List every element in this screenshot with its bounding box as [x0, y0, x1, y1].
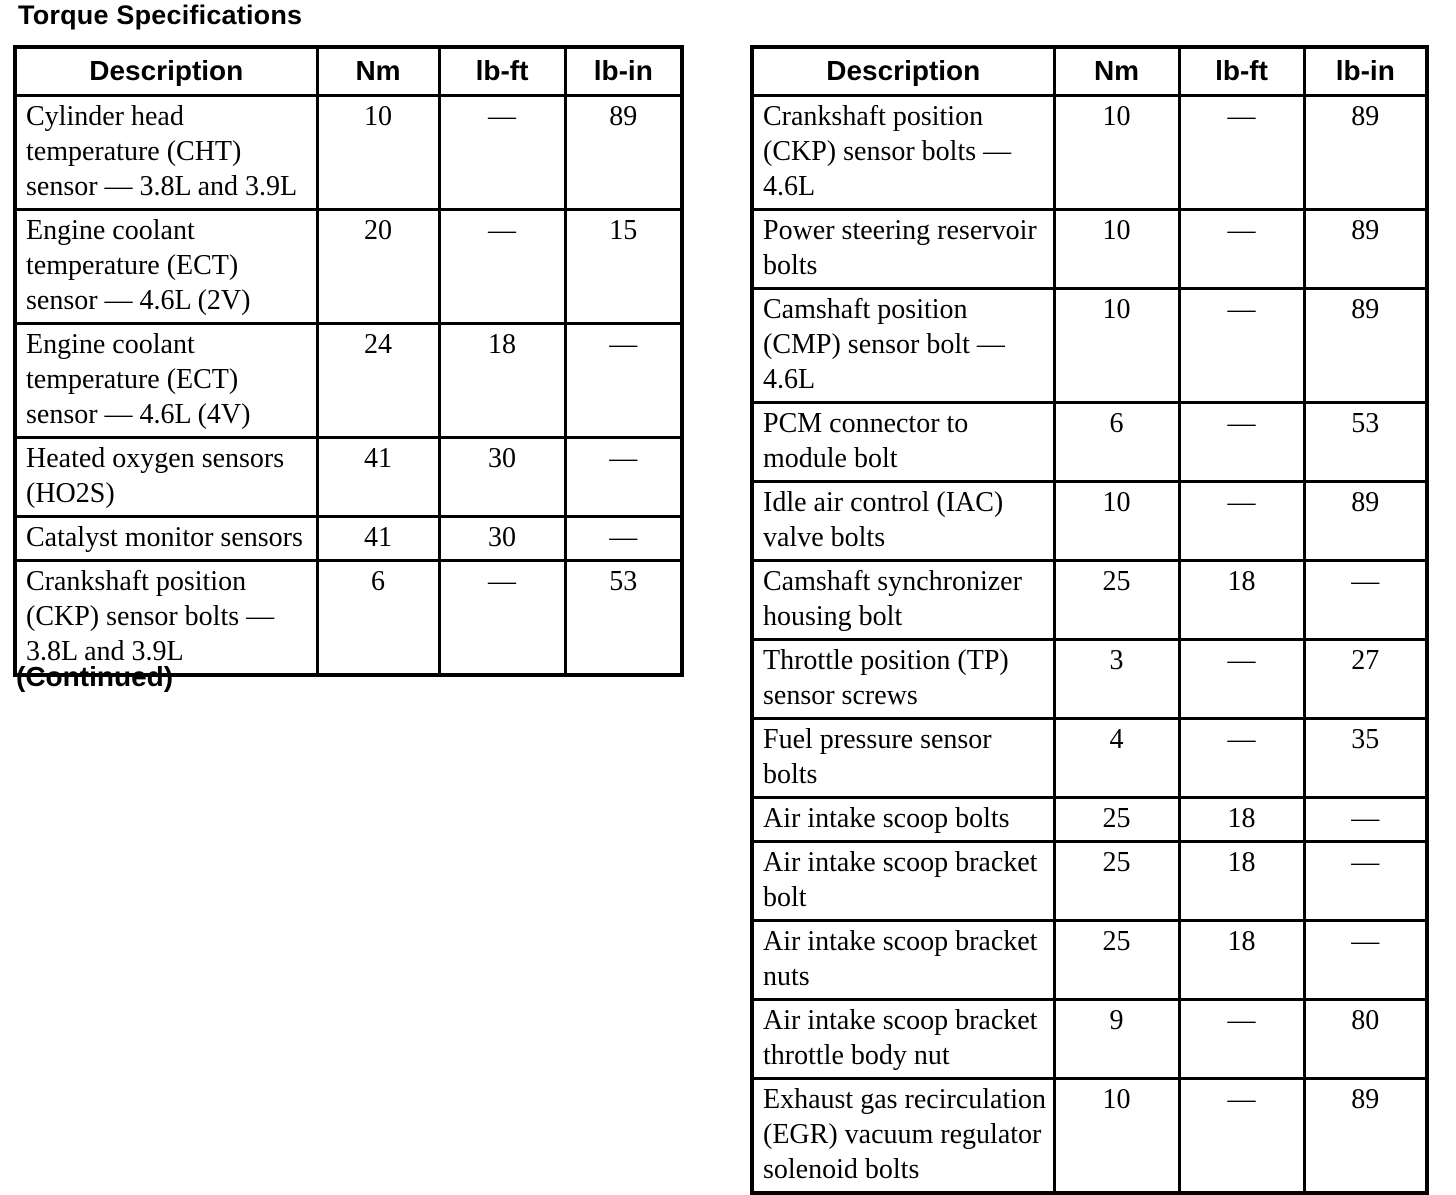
table-row: [752, 640, 1427, 719]
torque-value-cell: 10: [1054, 1079, 1179, 1194]
description-cell: Crankshaft position (CKP) sensor bolts — 3.8L and 3.9L: [15, 561, 317, 676]
description-cell: Throttle position (TP) sensor screws: [752, 640, 1054, 719]
table-row: [15, 561, 682, 676]
table-row: [752, 210, 1427, 289]
table-row: [15, 96, 682, 210]
torque-value-cell: 18: [1179, 921, 1304, 1000]
description-cell: Cylinder head temperature (CHT) sensor — 3.8L and 3.9L: [15, 96, 317, 210]
description-cell: Exhaust gas recirculation (EGR) vacuum regulator solenoid bolts: [752, 1079, 1054, 1194]
description-cell: Catalyst monitor sensors: [15, 517, 317, 561]
torque-value-cell: 18: [1179, 561, 1304, 640]
torque-value-cell: —: [1179, 482, 1304, 561]
table-row: [752, 1079, 1427, 1194]
torque-value-cell: —: [439, 96, 565, 210]
torque-value-cell: 89: [1304, 96, 1427, 210]
description-cell: Fuel pressure sensor bolts: [752, 719, 1054, 798]
column-header-nm: Nm: [1054, 47, 1179, 96]
torque-value-cell: 35: [1304, 719, 1427, 798]
torque-value-cell: 4: [1054, 719, 1179, 798]
torque-value-cell: 53: [565, 561, 682, 676]
torque-value-cell: 18: [1179, 842, 1304, 921]
torque-value-cell: 89: [1304, 482, 1427, 561]
torque-value-cell: —: [1179, 640, 1304, 719]
torque-value-cell: 25: [1054, 842, 1179, 921]
torque-value-cell: 89: [1304, 210, 1427, 289]
torque-value-cell: 6: [1054, 403, 1179, 482]
description-cell: Camshaft synchronizer housing bolt: [752, 561, 1054, 640]
torque-value-cell: 6: [317, 561, 439, 676]
table-header-row: [752, 47, 1427, 96]
torque-value-cell: 10: [1054, 96, 1179, 210]
table-row: [752, 921, 1427, 1000]
column-header-description: Description: [15, 47, 317, 96]
column-header-lb-ft: lb-ft: [439, 47, 565, 96]
continued-label: (Continued): [16, 661, 174, 692]
torque-value-cell: 10: [1054, 289, 1179, 403]
torque-value-cell: 89: [565, 96, 682, 210]
torque-value-cell: 25: [1054, 561, 1179, 640]
description-cell: Engine coolant temperature (ECT) sensor — 4.6L (4V): [15, 324, 317, 438]
torque-value-cell: —: [1179, 403, 1304, 482]
torque-value-cell: 24: [317, 324, 439, 438]
torque-value-cell: —: [565, 324, 682, 438]
table-row: [752, 798, 1427, 842]
torque-value-cell: 15: [565, 210, 682, 324]
torque-table-left: [13, 45, 684, 677]
torque-value-cell: 10: [1054, 210, 1179, 289]
torque-value-cell: —: [1304, 561, 1427, 640]
torque-table-right: [750, 45, 1429, 1195]
description-cell: Crankshaft position (CKP) sensor bolts — 4.6L: [752, 96, 1054, 210]
torque-value-cell: 20: [317, 210, 439, 324]
description-cell: Idle air control (IAC) valve bolts: [752, 482, 1054, 561]
torque-value-cell: 30: [439, 438, 565, 517]
page-title: Torque Specifications: [18, 0, 303, 30]
torque-value-cell: —: [1179, 210, 1304, 289]
column-header-lb-ft: lb-ft: [1179, 47, 1304, 96]
torque-value-cell: 53: [1304, 403, 1427, 482]
torque-value-cell: 25: [1054, 798, 1179, 842]
table-row: [15, 517, 682, 561]
torque-value-cell: 9: [1054, 1000, 1179, 1079]
torque-value-cell: —: [439, 210, 565, 324]
description-cell: Air intake scoop bracket nuts: [752, 921, 1054, 1000]
torque-value-cell: —: [1179, 289, 1304, 403]
torque-value-cell: —: [1179, 1079, 1304, 1194]
torque-value-cell: 10: [1054, 482, 1179, 561]
torque-value-cell: —: [1179, 96, 1304, 210]
description-cell: Camshaft position (CMP) sensor bolt — 4.6L: [752, 289, 1054, 403]
torque-value-cell: —: [439, 561, 565, 676]
table-row: [15, 210, 682, 324]
torque-value-cell: 25: [1054, 921, 1179, 1000]
table-row: [752, 289, 1427, 403]
table-row: [752, 719, 1427, 798]
table-row: [15, 324, 682, 438]
description-cell: Power steering reservoir bolts: [752, 210, 1054, 289]
torque-value-cell: 10: [317, 96, 439, 210]
description-cell: Heated oxygen sensors (HO2S): [15, 438, 317, 517]
table-row: [752, 403, 1427, 482]
table-header-row: [15, 47, 682, 96]
torque-value-cell: 18: [439, 324, 565, 438]
table-row: [752, 561, 1427, 640]
torque-value-cell: —: [1304, 842, 1427, 921]
torque-value-cell: 3: [1054, 640, 1179, 719]
torque-value-cell: —: [1304, 921, 1427, 1000]
table-row: [15, 438, 682, 517]
description-cell: Air intake scoop bracket throttle body nut: [752, 1000, 1054, 1079]
description-cell: Air intake scoop bolts: [752, 798, 1054, 842]
description-cell: Air intake scoop bracket bolt: [752, 842, 1054, 921]
torque-value-cell: 18: [1179, 798, 1304, 842]
torque-value-cell: 89: [1304, 289, 1427, 403]
table-row: [752, 842, 1427, 921]
torque-value-cell: 30: [439, 517, 565, 561]
torque-value-cell: —: [565, 517, 682, 561]
description-cell: PCM connector to module bolt: [752, 403, 1054, 482]
table-row: [752, 482, 1427, 561]
description-cell: Engine coolant temperature (ECT) sensor — 4.6L (2V): [15, 210, 317, 324]
column-header-description: Description: [752, 47, 1054, 96]
torque-value-cell: 27: [1304, 640, 1427, 719]
torque-value-cell: 80: [1304, 1000, 1427, 1079]
table-row: [752, 1000, 1427, 1079]
torque-value-cell: —: [1179, 1000, 1304, 1079]
torque-value-cell: —: [1304, 798, 1427, 842]
column-header-lb-in: lb-in: [1304, 47, 1427, 96]
table-row: [752, 96, 1427, 210]
column-header-lb-in: lb-in: [565, 47, 682, 96]
column-header-nm: Nm: [317, 47, 439, 96]
torque-value-cell: —: [565, 438, 682, 517]
torque-value-cell: 41: [317, 438, 439, 517]
torque-value-cell: —: [1179, 719, 1304, 798]
torque-value-cell: 41: [317, 517, 439, 561]
torque-value-cell: 89: [1304, 1079, 1427, 1194]
